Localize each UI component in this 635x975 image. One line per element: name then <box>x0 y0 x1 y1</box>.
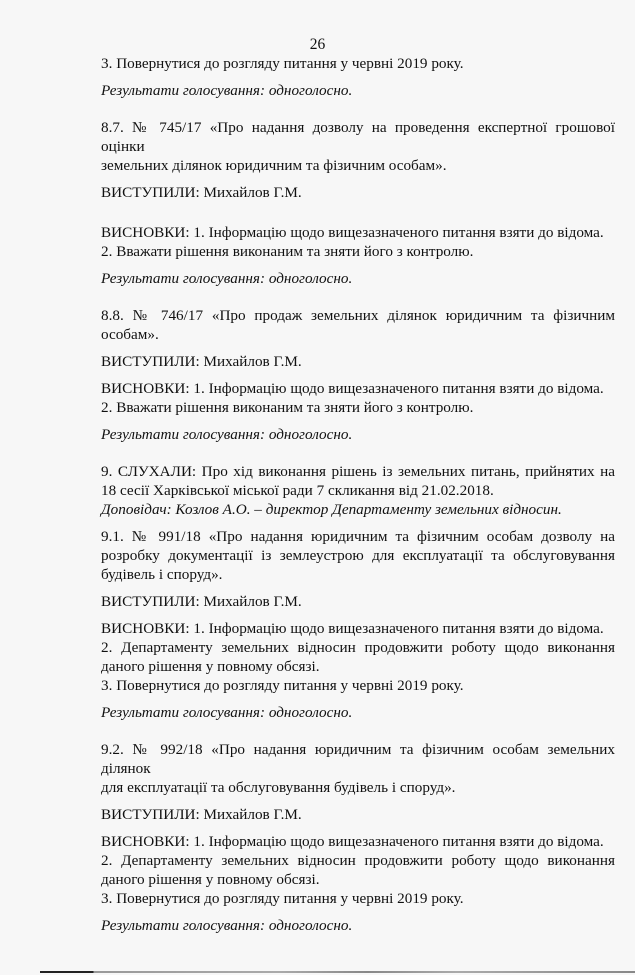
text-line: 8.7. № 745/17 «Про надання дозволу на проведення експертної грошової оцінки <box>101 119 615 155</box>
text-line: ВИСТУПИЛИ: Михайлов Г.М. <box>101 184 302 201</box>
conclusions <box>101 619 615 695</box>
text-line: Результати голосування: одноголосно. <box>101 82 353 99</box>
text-line: ВИСТУПИЛИ: Михайлов Г.М. <box>101 806 302 823</box>
conclusions <box>101 223 615 261</box>
speakers <box>101 592 615 611</box>
text-line: ВИСНОВКИ: 1. Інформацію щодо вищезазначеного питання взяти до відома. <box>101 380 604 397</box>
text-line: 3. Повернутися до розгляду питання у червні 2019 року. <box>101 55 464 72</box>
text-line: земельних ділянок юридичним та фізичним особам». <box>101 157 447 174</box>
text-line: 2. Департаменту земельних відносин продовжити роботу щодо виконання <box>101 639 615 656</box>
text-line: ВИСНОВКИ: 1. Інформацію щодо вищезазначеного питання взяти до відома. <box>101 833 604 850</box>
text-line: 18 сесії Харківської міської ради 7 скликання від 21.02.2018. <box>101 482 494 499</box>
voting-result <box>101 81 615 100</box>
text-line: даного рішення у повному обсязі. <box>101 658 320 675</box>
text-line: будівель і споруд». <box>101 566 223 583</box>
text-line: 2. Вважати рішення виконаним та зняти його з контролю. <box>101 243 474 260</box>
text-line: 9.1. № 991/18 «Про надання юридичним та фізичним особам дозволу на <box>101 528 615 545</box>
text-line: ВИСТУПИЛИ: Михайлов Г.М. <box>101 593 302 610</box>
agenda-item-8-8 <box>101 306 615 344</box>
page-bottom-edge <box>40 971 635 973</box>
voting-result <box>101 269 615 288</box>
text-line: 3. Повернутися до розгляду питання у червні 2019 року. <box>101 677 464 694</box>
agenda-item-9 <box>101 462 615 519</box>
text-line: 9.2. № 992/18 «Про надання юридичним та фізичним особам земельних ділянок <box>101 741 615 777</box>
text-line: Результати голосування: одноголосно. <box>101 270 353 287</box>
voting-result <box>101 703 615 722</box>
conclusions <box>101 832 615 908</box>
text-line: 2. Вважати рішення виконаним та зняти його з контролю. <box>101 399 474 416</box>
text-line: Результати голосування: одноголосно. <box>101 426 353 443</box>
text-line: для експлуатації та обслуговування будівель і споруд». <box>101 779 456 796</box>
text-line: 9. СЛУХАЛИ: Про хід виконання рішень із земельних питань, прийнятих на <box>101 463 615 480</box>
agenda-item-9-2 <box>101 740 615 797</box>
text-line: ВИСНОВКИ: 1. Інформацію щодо вищезазначеного питання взяти до відома. <box>101 224 604 241</box>
speakers <box>101 805 615 824</box>
speakers <box>101 183 615 202</box>
text-line: Результати голосування: одноголосно. <box>101 704 353 721</box>
agenda-item-9-1 <box>101 527 615 584</box>
speakers <box>101 352 615 371</box>
text-line: розробку документації із землеустрою для експлуатації та обслуговування <box>101 547 615 564</box>
voting-result <box>101 425 615 444</box>
text-line: Результати голосування: одноголосно. <box>101 917 353 934</box>
agenda-item-8-7 <box>101 118 615 175</box>
text-line: 3. Повернутися до розгляду питання у червні 2019 року. <box>101 890 464 907</box>
text-line: ВИСНОВКИ: 1. Інформацію щодо вищезазначеного питання взяти до відома. <box>101 620 604 637</box>
conclusions <box>101 379 615 417</box>
text-line: даного рішення у повному обсязі. <box>101 871 320 888</box>
rapporteur: Доповідач: Козлов А.О. – директор Департаменту земельних відносин. <box>101 501 562 518</box>
page-number: 26 <box>309 36 326 53</box>
text-line: ВИСТУПИЛИ: Михайлов Г.М. <box>101 353 302 370</box>
text-line: особам». <box>101 326 159 343</box>
voting-result <box>101 916 615 935</box>
text-line: 8.8. № 746/17 «Про продаж земельних ділянок юридичним та фізичним <box>101 307 615 324</box>
text-line: 2. Департаменту земельних відносин продовжити роботу щодо виконання <box>101 852 615 869</box>
decision-item-3 <box>101 54 615 73</box>
